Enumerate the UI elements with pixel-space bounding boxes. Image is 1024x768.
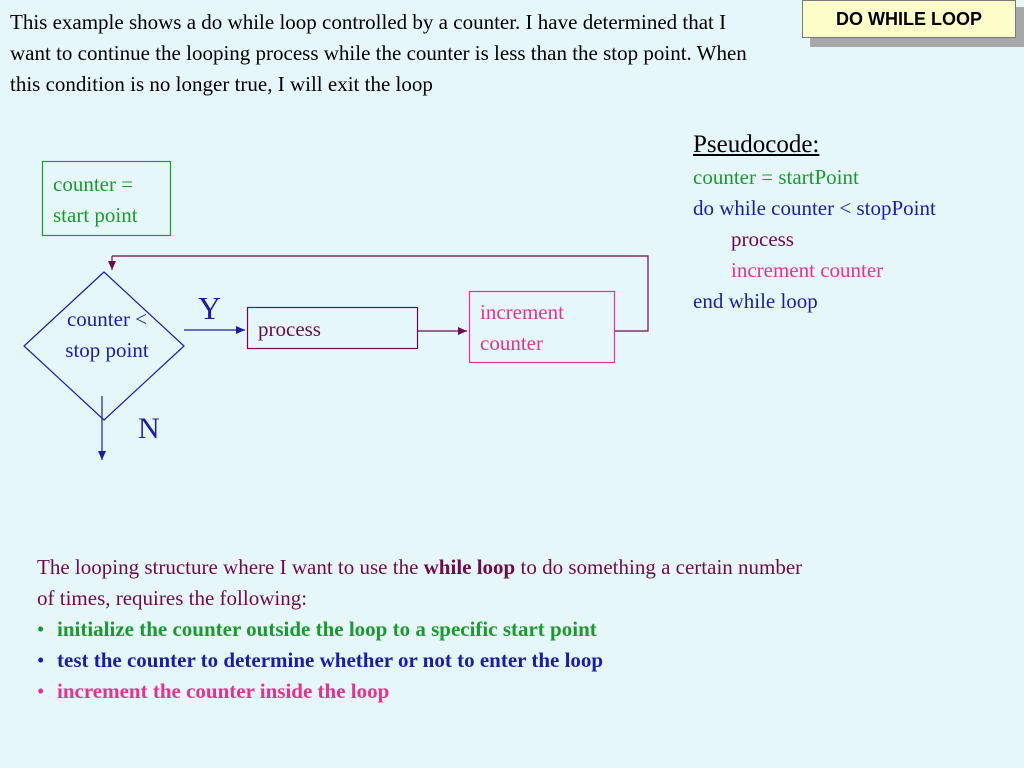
requirement-initialize-text: initialize the counter outside the loop to a specific start point [57,617,597,641]
init-box-label [53,169,138,231]
pseudocode-line-end: end while loop [693,289,818,313]
summary-text-before: The looping structure where I want to use the [37,555,424,579]
requirement-test-text: test the counter to determine whether or not to enter the loop [57,648,604,672]
summary-paragraph [37,552,817,614]
pseudocode-line-init: counter = startPoint [693,165,859,189]
increment-box-label [480,297,564,359]
init-box-line2: start point [53,203,138,227]
requirement-increment-text: increment the counter inside the loop [57,679,390,703]
bullet-marker: • [37,679,45,703]
increment-box-line1: increment [480,300,564,324]
loop-back-line [112,256,648,331]
requirement-increment [37,676,817,707]
process-box-label: process [258,317,321,341]
yes-label: Y [198,290,222,326]
pseudocode-line-increment: increment counter [731,258,884,282]
no-label: N [138,412,160,445]
bullet-marker: • [37,648,45,672]
pseudocode-heading: Pseudocode: [693,131,820,158]
init-box-line1: counter = [53,172,134,196]
slide-title: DO WHILE LOOP [802,0,1016,38]
requirement-test [37,645,817,676]
requirement-initialize [37,614,817,645]
increment-box-line2: counter [480,331,543,355]
pseudocode-panel [693,128,1013,317]
pseudocode-line-process: process [731,227,794,251]
decision-line2: stop point [65,338,149,362]
requirements-list [37,614,817,707]
summary-bold-term: while loop [423,555,516,579]
decision-label [40,304,174,366]
intro-text: This example shows a do while loop controlled by a counter. I have determined that I want to continue the looping process while the counter is less than the stop point. When this condition is no longer true, I will exit the loop [10,10,747,96]
pseudocode-line-do-while: do while counter < stopPoint [693,196,936,220]
decision-line1: counter < [66,307,148,331]
summary-block [37,552,817,707]
bullet-marker: • [37,617,45,641]
summary-text-after: to do something a certain number of times, requires the following: [37,555,803,610]
